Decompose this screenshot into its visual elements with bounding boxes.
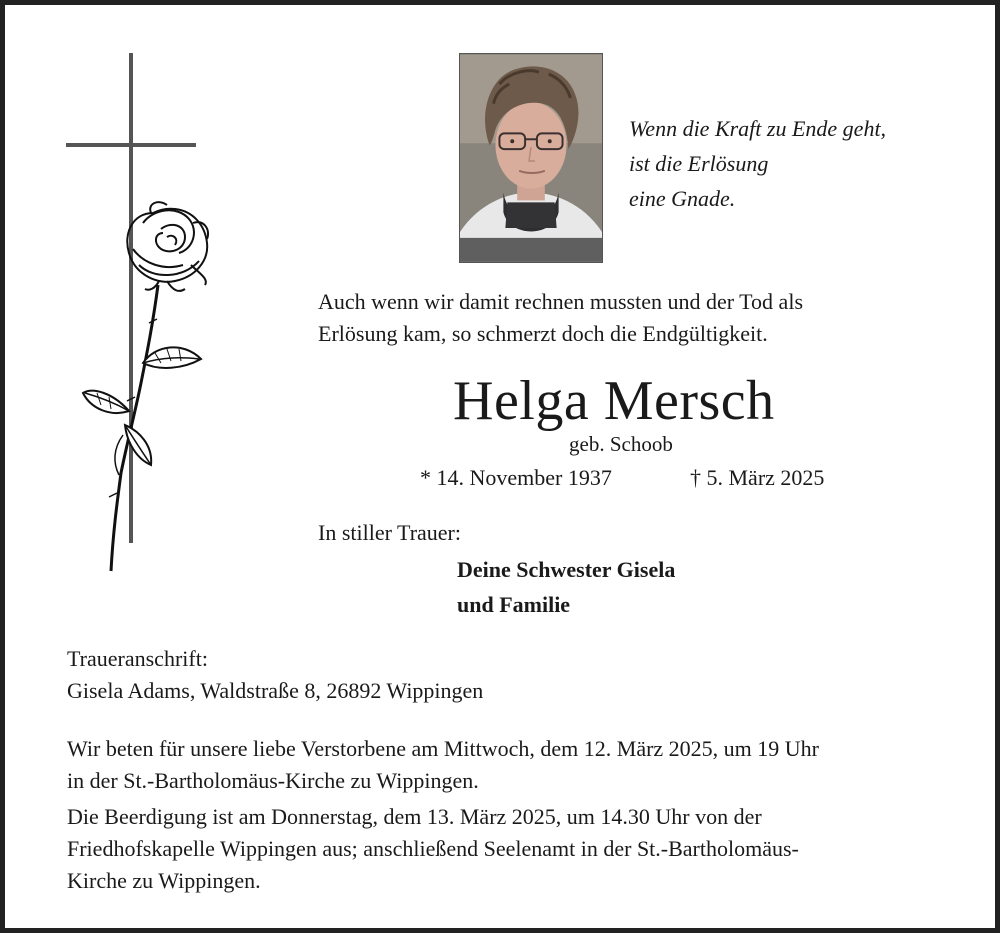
mourners-line: Deine Schwester Gisela [457, 557, 676, 582]
portrait-photo [459, 53, 603, 263]
prayer-service-notice [67, 733, 947, 797]
intro-text [318, 286, 938, 350]
mourners-line: und Familie [457, 592, 571, 617]
rose-icon [83, 202, 208, 571]
birth-date: * 14. November 1937 [420, 465, 612, 490]
quote [629, 111, 949, 216]
burial-line: Kirche zu Wippingen. [67, 868, 261, 893]
service-line: in der St.-Bartholomäus-Kirche zu Wippingen. [67, 768, 479, 793]
burial-line: Friedhofskapelle Wippingen aus; anschließend Seelenamt in der St.-Bartholomäus- [67, 836, 799, 861]
mourning-intro: In stiller Trauer: [318, 520, 461, 545]
born-name: geb. Schoob [569, 432, 673, 456]
mourners-list [457, 552, 675, 622]
death-date: † 5. März 2025 [690, 465, 825, 490]
deceased-name: Helga Mersch [453, 370, 775, 432]
intro-line: Auch wenn wir damit rechnen mussten und der Tod als [318, 289, 803, 314]
address-label: Traueranschrift: [67, 646, 208, 671]
burial-notice [67, 801, 947, 897]
burial-line: Die Beerdigung ist am Donnerstag, dem 13. März 2025, um 14.30 Uhr von der [67, 804, 762, 829]
cross-icon [66, 53, 196, 543]
service-line: Wir beten für unsere liebe Verstorbene am Mittwoch, dem 12. März 2025, um 19 Uhr [67, 736, 820, 761]
quote-line: eine Gnade. [629, 186, 736, 211]
quote-line: ist die Erlösung [629, 151, 769, 176]
mourning-address [67, 643, 483, 707]
quote-line: Wenn die Kraft zu Ende geht, [629, 116, 887, 141]
address-value: Gisela Adams, Waldstraße 8, 26892 Wippingen [67, 678, 484, 703]
cross-with-rose-illustration [63, 53, 213, 575]
intro-line: Erlösung kam, so schmerzt doch die Endgültigkeit. [318, 321, 768, 346]
